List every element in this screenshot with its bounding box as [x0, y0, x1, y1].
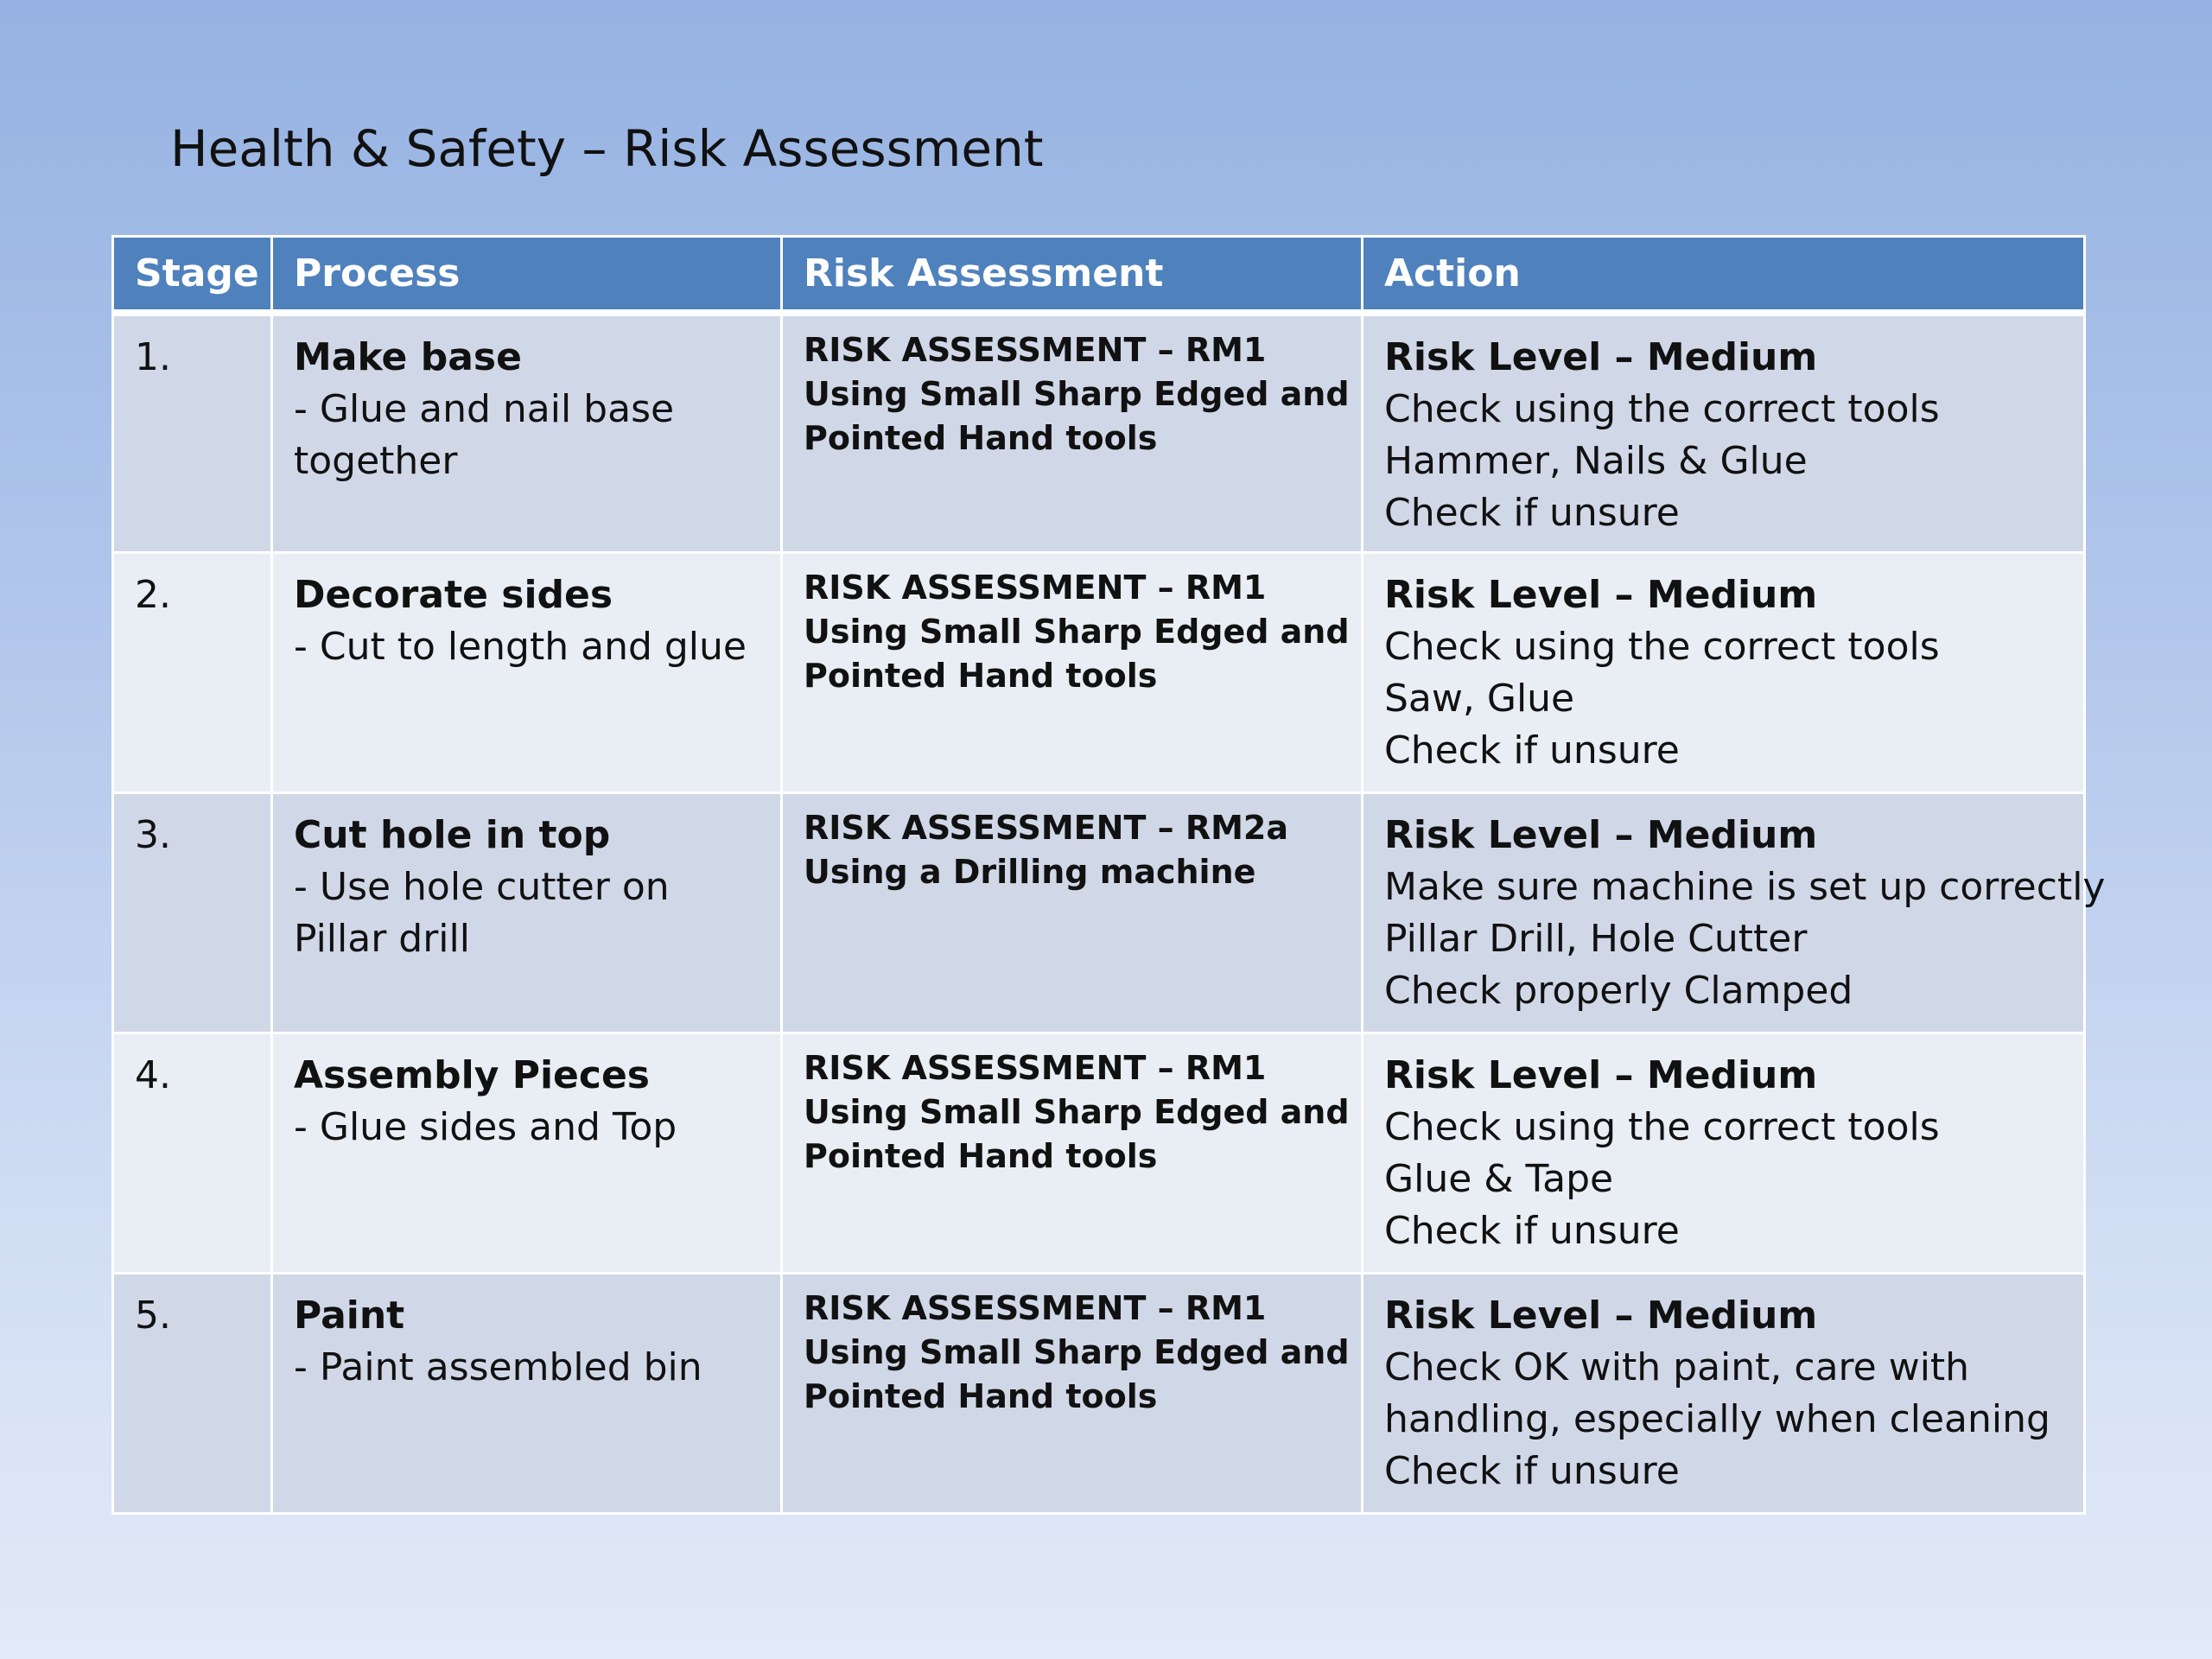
- risk-assessment-line: Pointed Hand tools: [804, 657, 1158, 695]
- stage-number: 2.: [135, 573, 171, 617]
- action-line: Check using the correct tools: [1384, 625, 1940, 669]
- risk-assessment-line: Using Small Sharp Edged and: [804, 1333, 1350, 1371]
- header-risk-assessment: Risk Assessment: [782, 237, 1363, 313]
- stage-number: 1.: [135, 334, 171, 379]
- process-cell: [272, 793, 782, 1033]
- table-row: [113, 313, 2085, 553]
- risk-assessment-line: Pointed Hand tools: [804, 1137, 1158, 1175]
- process-title: Cut hole in top: [294, 813, 611, 857]
- risk-assessment-line: Pointed Hand tools: [804, 1377, 1158, 1415]
- action-line: Make sure machine is set up correctly: [1384, 865, 2106, 909]
- risk-assessment-cell: [782, 553, 1363, 793]
- process-description: - Paint assembled bin: [294, 1345, 702, 1389]
- risk-assessment-line: Using Small Sharp Edged and: [804, 1093, 1350, 1131]
- header-stage: Stage: [113, 237, 272, 313]
- slide-title: Health & Safety – Risk Assessment: [170, 119, 1044, 178]
- stage-cell: [113, 1274, 272, 1514]
- action-line: Glue & Tape: [1384, 1157, 1614, 1201]
- process-description: - Glue and nail base together: [294, 386, 675, 483]
- action-cell: [1363, 313, 2085, 553]
- risk-assessment-cell: [782, 1274, 1363, 1514]
- action-line: Check if unsure: [1384, 728, 1680, 772]
- risk-assessment-line: Using a Drilling machine: [804, 853, 1256, 891]
- risk-assessment-table-container: [111, 235, 2106, 1515]
- stage-number: 3.: [135, 813, 171, 857]
- action-line: Saw, Glue: [1384, 677, 1575, 721]
- action-line: Check if unsure: [1384, 490, 1680, 535]
- action-line: Check if unsure: [1384, 1209, 1680, 1253]
- header-process: Process: [272, 237, 782, 313]
- action-line: handling, especially when cleaning: [1384, 1397, 2050, 1441]
- stage-number: 4.: [135, 1053, 171, 1097]
- table-row: [113, 1274, 2085, 1514]
- stage-number: 5.: [135, 1294, 171, 1338]
- table-header-row: [113, 237, 2085, 313]
- risk-assessment-cell: [782, 793, 1363, 1033]
- risk-assessment-line: Pointed Hand tools: [804, 418, 1158, 457]
- action-line: Check using the correct tools: [1384, 1105, 1940, 1149]
- risk-assessment-code: RISK ASSESSMENT – RM1: [804, 1289, 1267, 1327]
- risk-assessment-code: RISK ASSESSMENT – RM1: [804, 569, 1267, 607]
- process-description: - Cut to length and glue: [294, 625, 747, 669]
- action-line: Check properly Clamped: [1384, 969, 1853, 1013]
- process-title: Assembly Pieces: [294, 1053, 650, 1097]
- process-description: - Glue sides and Top: [294, 1105, 677, 1149]
- table-row: [113, 553, 2085, 793]
- process-cell: [272, 1274, 782, 1514]
- stage-cell: [113, 793, 272, 1033]
- action-cell: [1363, 1274, 2085, 1514]
- process-cell: [272, 1033, 782, 1274]
- risk-level: Risk Level – Medium: [1384, 334, 1818, 379]
- table-row: [113, 793, 2085, 1033]
- action-cell: [1363, 793, 2106, 1033]
- process-cell: [272, 553, 782, 793]
- action-cell: [1363, 553, 2085, 793]
- action-line: Pillar Drill, Hole Cutter: [1384, 917, 1808, 961]
- action-line: Check OK with paint, care with: [1384, 1345, 1970, 1389]
- risk-assessment-code: RISK ASSESSMENT – RM1: [804, 330, 1267, 369]
- risk-assessment-code: RISK ASSESSMENT – RM2a: [804, 809, 1288, 847]
- risk-level: Risk Level – Medium: [1384, 573, 1818, 617]
- risk-level: Risk Level – Medium: [1384, 1053, 1818, 1097]
- process-title: Decorate sides: [294, 573, 613, 617]
- process-cell: [272, 313, 782, 553]
- stage-cell: [113, 313, 272, 553]
- header-action: Action: [1363, 237, 2085, 313]
- action-line: Check using the correct tools: [1384, 386, 1940, 431]
- action-line: Hammer, Nails & Glue: [1384, 438, 1808, 483]
- risk-assessment-cell: [782, 313, 1363, 553]
- table-row: [113, 1033, 2085, 1274]
- risk-level: Risk Level – Medium: [1384, 813, 1818, 857]
- risk-assessment-line: Using Small Sharp Edged and: [804, 613, 1350, 651]
- risk-assessment-code: RISK ASSESSMENT – RM1: [804, 1049, 1267, 1087]
- process-description: - Use hole cutter on Pillar drill: [294, 865, 670, 961]
- risk-assessment-table: [111, 235, 2106, 1515]
- stage-cell: [113, 553, 272, 793]
- action-cell: [1363, 1033, 2085, 1274]
- risk-assessment-line: Using Small Sharp Edged and: [804, 374, 1350, 413]
- risk-level: Risk Level – Medium: [1384, 1294, 1818, 1338]
- action-line: Check if unsure: [1384, 1449, 1680, 1493]
- process-title: Paint: [294, 1294, 405, 1338]
- process-title: Make base: [294, 334, 522, 379]
- stage-cell: [113, 1033, 272, 1274]
- risk-assessment-cell: [782, 1033, 1363, 1274]
